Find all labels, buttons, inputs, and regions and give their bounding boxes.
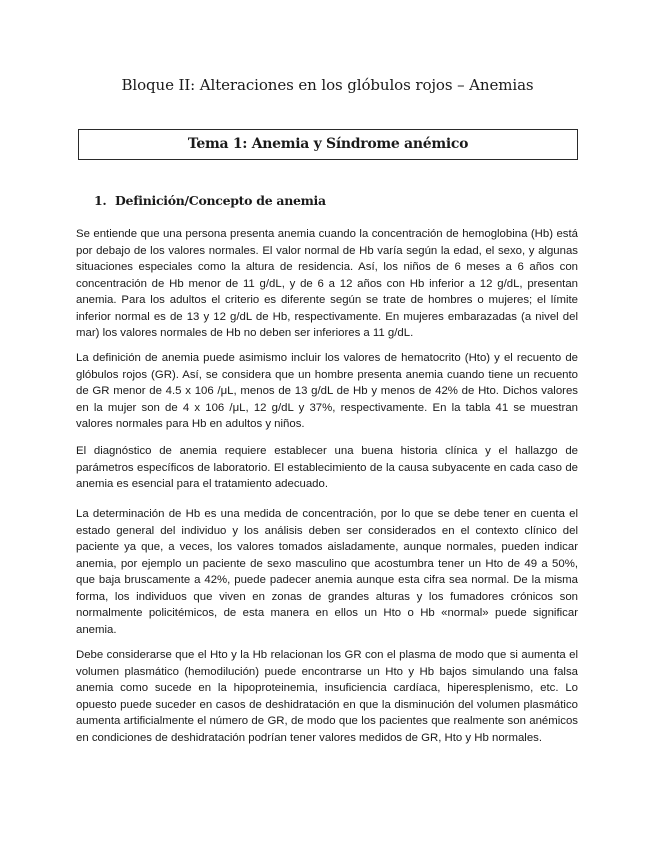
topic-title: Tema 1: Anemia y Síndrome anémico (187, 136, 469, 152)
paragraph-plasma-volume: Debe considerarse que el Hto y la Hb relacionan los GR con el plasma de modo que si aumenta el volumen plasmático (hemodilución) puede encontrarse un Hto y Hb bajos simulando una falsa anemia como sucede en la hipoproteinemia, insuficiencia cardíaca, hiperesplenismo, etc. Lo opuesto puede suceder en casos de deshidratación en que la disminución del volumen plasmático aumenta artificialmente el número de GR, de modo que los pacientes que realmente son anémicos en condiciones de deshidratación podrían tener valores medidos de GR, Hto y Hb normales. (76, 649, 578, 744)
paragraph-definition: Se entiende que una persona presenta anemia cuando la concentración de hemoglobina (Hb) está por debajo de los valores normales. El valor normal de Hb varía según la edad, el sexo, y algunas situaciones especiales como la altura de residencia. Así, los niños de 6 meses a 6 años con concentración de Hb menor de 11 g/dL, y de 6 a 12 años con Hb inferior a 12 g/dL, presentan anemia. Para los adultos el criterio es diferente según se trate de hombres o mujeres; el límite inferior normal es de 13 y 12 g/dL de Hb, respectivamente. En mujeres embarazadas (a nivel del mar) los valores normales de Hb no deben ser inferiores a 11 g/dL. (76, 228, 578, 339)
section-number: 1. (94, 193, 107, 208)
topic-title-box (78, 129, 578, 160)
paragraph-diagnosis: El diagnóstico de anemia requiere establecer una buena historia clínica y el hallazgo de parámetros específicos de laboratorio. El establecimiento de la causa subyacente en cada caso de anemia es esencial para el tratamiento adecuado. (76, 445, 578, 490)
paragraph-hematocrit: La definición de anemia puede asimismo incluir los valores de hematocrito (Hto) y el recuento de glóbulos rojos (GR). Así, se considera que un hombre presenta anemia cuando tiene un recuento de GR menor de 4.5 x 106 /μL, menos de 13 g/dL de Hb y menos de 42% de Hto. Dichos valores en la mujer son de 4 x 106 /μL, 12 g/dL y 37%, respectivamente. En la tabla 41 se muestran valores normales para Hb en adultos y niños. (76, 352, 578, 430)
section-title: Definición/Concepto de anemia (115, 193, 326, 208)
block-title: Bloque II: Alteraciones en los glóbulos rojos – Anemias (121, 76, 534, 94)
section-heading (94, 193, 326, 208)
paragraph-hb-determination: La determinación de Hb es una medida de concentración, por lo que se debe tener en cuenta el estado general del individuo y los análisis deben ser considerados en el contexto clínico del paciente ya que, a veces, los valores tomados aisladamente, aunque normales, pueden indicar anemia, por ejemplo un paciente de sexo masculino que acostumbra tener un Hto de 49 a 50%, que baja bruscamente a 42%, puede padecer anemia aunque esta cifra sea normal. De la misma forma, los individuos que viven en zonas de grandes alturas y los fumadores crónicos son normalmente policitémicos, de esta manera en ellos un Hto o Hb «normal» puede significar anemia. (76, 508, 578, 636)
